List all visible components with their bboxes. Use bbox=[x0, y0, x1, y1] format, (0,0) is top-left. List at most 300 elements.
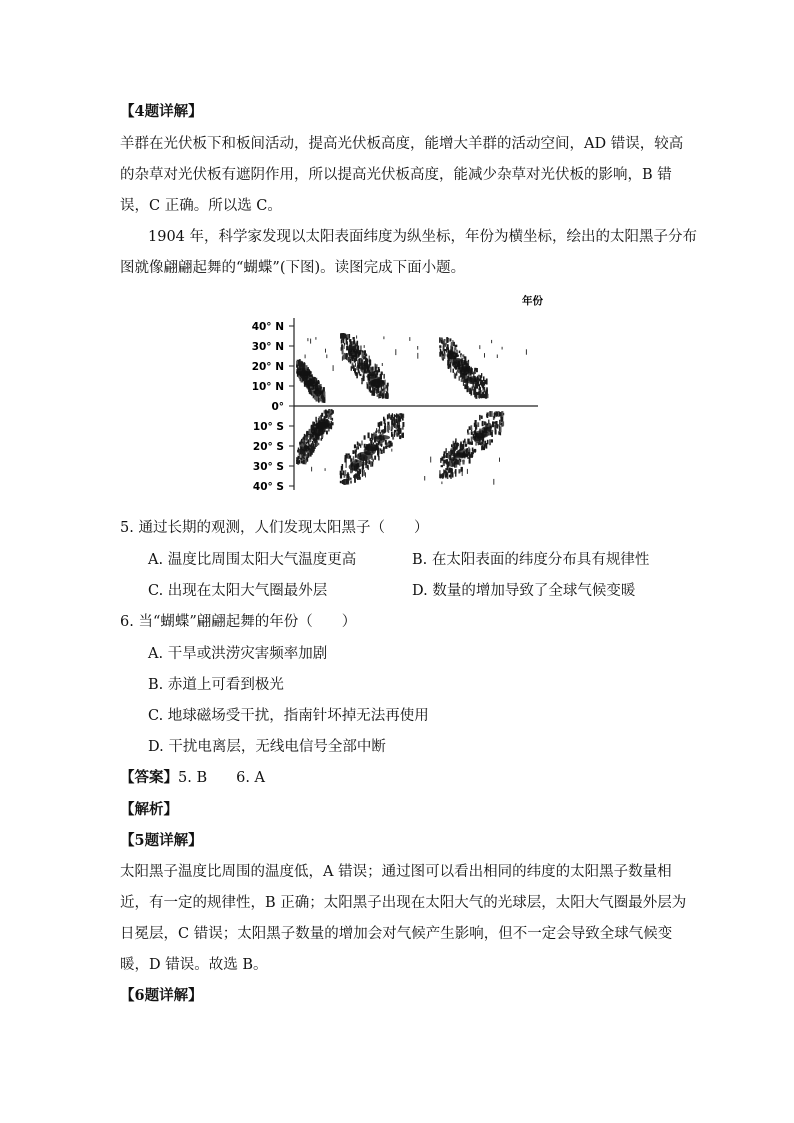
sunspot-mark bbox=[465, 442, 466, 445]
sunspot-mark bbox=[305, 355, 306, 359]
sunspot-mark bbox=[305, 460, 307, 463]
sunspot-mark bbox=[467, 469, 468, 474]
sunspot-mark bbox=[446, 347, 447, 353]
q6-option-a: A. 干旱或洪涝灾害频率加剧 bbox=[148, 646, 328, 662]
sunspot-blob bbox=[364, 451, 371, 455]
sunspot-mark bbox=[341, 340, 342, 344]
sunspot-mark bbox=[484, 380, 486, 384]
sunspot-mark bbox=[326, 431, 328, 435]
sunspot-mark bbox=[379, 422, 380, 426]
sunspot-mark bbox=[491, 411, 493, 417]
sunspot-mark bbox=[302, 439, 304, 441]
sunspot-mark bbox=[356, 335, 357, 338]
sunspot-mark bbox=[453, 369, 455, 373]
sunspot-mark bbox=[308, 443, 309, 446]
sunspot-mark bbox=[319, 416, 321, 420]
sunspot-mark bbox=[350, 458, 352, 462]
sunspot-mark bbox=[353, 340, 355, 344]
sunspot-mark bbox=[342, 471, 344, 476]
sunspot-mark bbox=[499, 412, 501, 416]
sunspot-mark bbox=[439, 470, 440, 474]
sunspot-mark bbox=[381, 450, 383, 454]
sunspot-mark bbox=[462, 472, 463, 476]
sunspot-mark bbox=[324, 410, 325, 413]
sunspot-mark bbox=[526, 349, 527, 354]
sunspot-mark bbox=[350, 481, 351, 484]
sunspot-mark bbox=[369, 356, 370, 360]
sunspot-cluster bbox=[296, 359, 325, 403]
y-tick-label: 30° N bbox=[251, 341, 284, 353]
sunspot-mark bbox=[307, 453, 309, 458]
sunspot-mark bbox=[495, 429, 497, 433]
sunspot-mark bbox=[417, 353, 418, 359]
sunspot-mark bbox=[330, 415, 331, 420]
sunspot-mark bbox=[496, 424, 498, 428]
sunspot-mark bbox=[328, 413, 330, 419]
sunspot-blob bbox=[367, 444, 380, 451]
sunspot-mark bbox=[402, 427, 404, 430]
sunspot-mark bbox=[482, 422, 483, 425]
sunspot-mark bbox=[448, 468, 449, 471]
sunspot-mark bbox=[479, 384, 480, 390]
sunspot-mark bbox=[459, 460, 460, 465]
sunspot-mark bbox=[465, 444, 467, 447]
sunspot-mark bbox=[302, 455, 303, 458]
sunspot-mark bbox=[382, 393, 383, 399]
sunspot-mark bbox=[402, 422, 404, 427]
q5-option-b: B. 在太阳表面的纬度分布具有规律性 bbox=[412, 552, 650, 568]
sunspot-mark bbox=[333, 365, 334, 371]
sunspot-mark bbox=[491, 430, 493, 432]
sunspot-mark bbox=[365, 472, 366, 477]
sunspot-mark bbox=[454, 373, 455, 379]
sunspot-mark bbox=[469, 389, 471, 395]
sunspot-mark bbox=[387, 383, 389, 387]
sunspot-mark bbox=[483, 386, 485, 390]
sunspot-mark bbox=[382, 389, 384, 391]
sunspot-mark bbox=[354, 474, 356, 478]
sunspot-blob bbox=[461, 366, 469, 375]
sunspot-mark bbox=[399, 435, 401, 439]
sunspot-mark bbox=[321, 413, 323, 417]
sunspot-mark bbox=[303, 460, 305, 464]
sunspot-mark bbox=[353, 337, 355, 340]
sunspot-mark bbox=[363, 374, 364, 377]
sunspot-mark bbox=[342, 350, 344, 355]
sunspot-mark bbox=[491, 439, 493, 442]
sunspot-mark bbox=[392, 434, 394, 437]
sunspot-mark bbox=[346, 339, 348, 344]
sunspot-mark bbox=[473, 389, 475, 395]
sunspot-mark bbox=[360, 374, 362, 376]
sunspot-mark bbox=[443, 354, 444, 356]
q4-detail-line: 羊群在光伏板下和板间活动，提高光伏板高度，能增大羊群的活动空间，AD 错误，较高 bbox=[120, 136, 684, 152]
sunspot-mark bbox=[486, 414, 488, 417]
sunspot-mark bbox=[467, 386, 469, 392]
butterfly-diagram bbox=[244, 294, 554, 499]
q5-option-d: D. 数量的增加导致了全球气候变暖 bbox=[412, 583, 636, 599]
sunspot-mark bbox=[440, 349, 441, 352]
sunspot-mark bbox=[367, 465, 369, 469]
sunspot-mark bbox=[332, 422, 334, 425]
sunspot-mark bbox=[322, 395, 324, 399]
sunspot-mark bbox=[477, 392, 478, 395]
sunspot-mark bbox=[306, 457, 308, 459]
sunspot-mark bbox=[380, 421, 382, 426]
sunspot-mark bbox=[469, 455, 471, 460]
sunspot-blob bbox=[366, 374, 377, 379]
sunspot-mark bbox=[357, 346, 359, 352]
sunspot-mark bbox=[463, 460, 464, 463]
sunspot-mark bbox=[379, 429, 380, 431]
sunspot-blob bbox=[308, 382, 317, 387]
sunspot-mark bbox=[469, 460, 471, 464]
q5-detail-title: 【5题详解】 bbox=[120, 832, 203, 849]
sunspot-mark bbox=[468, 447, 469, 452]
sunspot-mark bbox=[342, 356, 343, 361]
sunspot-mark bbox=[360, 346, 361, 352]
sunspot-mark bbox=[370, 438, 372, 441]
sunspot-mark bbox=[460, 361, 461, 364]
sunspot-mark bbox=[448, 454, 450, 459]
sunspot-mark bbox=[346, 463, 347, 468]
sunspot-mark bbox=[443, 339, 445, 343]
sunspot-mark bbox=[362, 355, 364, 359]
sunspot-mark bbox=[453, 342, 455, 346]
sunspot-mark bbox=[476, 385, 478, 388]
y-tick-label: 10° N bbox=[251, 381, 284, 393]
sunspot-mark bbox=[396, 419, 398, 423]
sunspot-mark bbox=[307, 338, 308, 341]
sunspot-mark bbox=[374, 388, 376, 393]
sunspot-blob bbox=[312, 390, 323, 394]
sunspot-mark bbox=[362, 472, 363, 477]
sunspot-mark bbox=[389, 413, 390, 418]
sunspot-mark bbox=[396, 432, 398, 435]
sunspot-mark bbox=[355, 344, 356, 347]
sunspot-mark bbox=[303, 365, 305, 368]
sunspot-mark bbox=[477, 422, 479, 427]
sunspot-blob bbox=[468, 378, 478, 382]
sunspot-mark bbox=[495, 421, 497, 425]
sunspot-mark bbox=[383, 447, 385, 453]
sunspot-mark bbox=[492, 421, 494, 427]
sunspot-blob bbox=[452, 358, 463, 367]
sunspot-mark bbox=[325, 349, 326, 353]
sunspot-mark bbox=[340, 481, 342, 483]
sunspot-mark bbox=[383, 431, 385, 434]
sunspot-blob bbox=[447, 351, 458, 359]
sunspot-mark bbox=[384, 419, 386, 424]
sunspot-mark bbox=[441, 482, 442, 485]
sunspot-mark bbox=[390, 441, 392, 446]
sunspot-mark bbox=[344, 458, 346, 463]
sunspot-mark bbox=[467, 433, 469, 435]
sunspot-mark bbox=[384, 374, 385, 379]
sunspot-mark bbox=[381, 430, 383, 432]
sunspot-mark bbox=[315, 337, 316, 340]
sunspot-blob bbox=[315, 422, 330, 428]
sunspot-mark bbox=[453, 441, 454, 447]
sunspot-blob bbox=[296, 368, 311, 376]
sunspot-mark bbox=[352, 450, 354, 454]
sunspot-cluster bbox=[439, 337, 488, 399]
sunspot-mark bbox=[500, 426, 502, 432]
sunspot-mark bbox=[380, 432, 381, 434]
sunspot-mark bbox=[471, 437, 473, 443]
sunspot-mark bbox=[481, 380, 483, 384]
sunspot-mark bbox=[494, 424, 496, 429]
sunspot-mark bbox=[456, 443, 458, 448]
sunspot-mark bbox=[472, 448, 474, 452]
sunspot-mark bbox=[456, 372, 457, 376]
sunspot-mark bbox=[467, 429, 469, 433]
sunspot-mark bbox=[353, 456, 354, 461]
sunspot-mark bbox=[460, 353, 462, 355]
sunspot-mark bbox=[315, 417, 316, 422]
answer-value: 5. B 6. A bbox=[178, 770, 266, 786]
sunspot-mark bbox=[497, 355, 498, 359]
sunspot-mark bbox=[312, 422, 314, 427]
sunspot-mark bbox=[474, 368, 476, 371]
sunspot-mark bbox=[370, 360, 371, 366]
sunspot-mark bbox=[455, 359, 456, 361]
sunspot-mark bbox=[341, 466, 343, 471]
y-tick-label: 40° S bbox=[252, 481, 284, 493]
sunspot-mark bbox=[398, 416, 400, 422]
answer-line bbox=[120, 768, 265, 788]
sunspot-mark bbox=[378, 452, 380, 457]
sunspot-mark bbox=[340, 471, 342, 475]
q5-option-a: A. 温度比周围太阳大气温度更高 bbox=[148, 552, 357, 568]
sunspot-mark bbox=[463, 441, 465, 444]
sunspot-mark bbox=[467, 457, 468, 459]
sunspot-mark bbox=[476, 443, 477, 446]
sunspot-mark bbox=[360, 445, 361, 448]
sunspot-mark bbox=[318, 443, 320, 445]
sunspot-mark bbox=[296, 361, 298, 365]
sunspot-blob bbox=[360, 364, 371, 373]
sunspot-mark bbox=[479, 415, 481, 421]
sunspot-blob bbox=[475, 433, 486, 439]
sunspot-mark bbox=[391, 425, 393, 430]
sunspot-mark bbox=[471, 431, 473, 435]
sunspot-mark bbox=[365, 353, 366, 355]
sunspot-mark bbox=[484, 394, 486, 398]
x-axis-label: 年份 bbox=[522, 295, 543, 307]
sunspot-mark bbox=[363, 351, 365, 355]
sunspot-mark bbox=[483, 442, 484, 444]
q4-detail-line: 的杂草对光伏板有遮阴作用，所以提高光伏板高度，能减少杂草对光伏板的影响，B 错 bbox=[120, 167, 672, 183]
sunspot-mark bbox=[450, 367, 451, 372]
y-tick-label: 40° N bbox=[251, 321, 284, 333]
sunspot-mark bbox=[356, 449, 357, 452]
sunspot-mark bbox=[482, 395, 484, 398]
sunspot-mark bbox=[342, 346, 343, 350]
butterfly-chart-svg bbox=[244, 294, 554, 499]
sunspot-mark bbox=[309, 453, 311, 457]
sunspot-cluster bbox=[296, 409, 334, 465]
sunspot-mark bbox=[354, 478, 356, 483]
sunspot-mark bbox=[344, 345, 345, 349]
q5-stem: 5. 通过长期的观测，人们发现太阳黑子（ ） bbox=[120, 520, 429, 536]
sunspot-mark bbox=[381, 444, 382, 447]
sunspot-mark bbox=[396, 413, 397, 418]
sunspot-mark bbox=[401, 414, 403, 418]
sunspot-mark bbox=[446, 448, 447, 453]
sunspot-mark bbox=[464, 356, 466, 359]
sunspot-mark bbox=[442, 473, 443, 479]
sunspot-mark bbox=[391, 419, 393, 424]
sunspot-mark bbox=[344, 353, 345, 358]
sunspot-mark bbox=[373, 459, 374, 461]
sunspot-mark bbox=[496, 413, 498, 416]
sunspot-mark bbox=[364, 435, 366, 439]
q6-detail-title: 【6题详解】 bbox=[120, 987, 203, 1004]
sunspot-mark bbox=[345, 470, 346, 476]
sunspot-mark bbox=[345, 480, 347, 485]
intro-line: 图就像翩翩起舞的“蝴蝶”(下图)。读图完成下面小题。 bbox=[120, 260, 466, 276]
sunspot-mark bbox=[443, 344, 444, 349]
sunspot-mark bbox=[467, 439, 469, 445]
sunspot-mark bbox=[362, 350, 364, 352]
sunspot-cluster bbox=[439, 411, 504, 479]
sunspot-mark bbox=[387, 414, 389, 419]
sunspot-mark bbox=[499, 426, 500, 431]
sunspot-mark bbox=[397, 429, 398, 431]
sunspot-mark bbox=[372, 437, 374, 440]
sunspot-mark bbox=[469, 426, 471, 430]
q6-option-b: B. 赤道上可看到极光 bbox=[148, 677, 284, 693]
sunspot-blob bbox=[349, 350, 361, 359]
sunspot-mark bbox=[372, 462, 373, 467]
q6-option-d: D. 干扰电离层，无线电信号全部中断 bbox=[148, 739, 386, 755]
sunspot-mark bbox=[459, 351, 461, 354]
sunspot-mark bbox=[461, 379, 463, 382]
sunspot-blob bbox=[359, 454, 368, 461]
sunspot-mark bbox=[395, 349, 396, 355]
intro-line: 1904 年，科学家发现以太阳表面纬度为纵坐标，年份为横坐标，绘出的太阳黑子分布 bbox=[148, 229, 698, 245]
sunspot-mark bbox=[342, 480, 344, 484]
sunspot-cluster bbox=[340, 413, 405, 485]
q6-stem: 6. 当“蝴蝶”翩翩起舞的年份（ ） bbox=[120, 614, 357, 630]
sunspot-mark bbox=[328, 411, 330, 414]
sunspot-blob bbox=[453, 452, 468, 458]
q4-detail-line: 误，C 正确。所以选 C。 bbox=[120, 198, 282, 214]
sunspot-mark bbox=[321, 438, 323, 441]
q4-detail-title: 【4题详解】 bbox=[120, 103, 203, 120]
sunspot-mark bbox=[308, 390, 310, 392]
sunspot-mark bbox=[362, 468, 364, 472]
sunspot-mark bbox=[484, 353, 485, 358]
sunspot-mark bbox=[378, 388, 379, 392]
sunspot-mark bbox=[299, 442, 301, 445]
sunspot-blob bbox=[357, 358, 363, 366]
sunspot-mark bbox=[378, 367, 380, 373]
sunspot-mark bbox=[297, 450, 299, 453]
sunspot-mark bbox=[461, 467, 463, 472]
sunspot-mark bbox=[487, 440, 489, 445]
sunspot-mark bbox=[401, 433, 403, 437]
sunspot-mark bbox=[446, 472, 448, 475]
sunspot-mark bbox=[374, 456, 376, 460]
sunspot-mark bbox=[483, 376, 485, 381]
sunspot-mark bbox=[444, 349, 445, 351]
sunspot-mark bbox=[385, 385, 386, 389]
sunspot-mark bbox=[489, 412, 491, 416]
sunspot-mark bbox=[328, 426, 329, 431]
sunspot-mark bbox=[359, 469, 361, 474]
sunspot-mark bbox=[367, 382, 368, 385]
sunspot-mark bbox=[307, 437, 308, 442]
analysis-label: 【解析】 bbox=[120, 801, 178, 818]
sunspot-mark bbox=[486, 387, 488, 391]
sunspot-mark bbox=[472, 452, 473, 457]
sunspot-mark bbox=[300, 450, 301, 453]
sunspot-mark bbox=[372, 387, 374, 392]
sunspot-mark bbox=[430, 457, 431, 463]
sunspot-mark bbox=[355, 453, 357, 458]
sunspot-mark bbox=[489, 439, 491, 445]
sunspot-mark bbox=[379, 391, 381, 396]
sunspot-mark bbox=[386, 393, 388, 399]
q5-detail-line: 太阳黑子温度比周围的温度低，A 错误；通过图可以看出相同的纬度的太阳黑子数量相 bbox=[120, 864, 672, 880]
sunspot-mark bbox=[377, 430, 378, 432]
sunspot-mark bbox=[481, 416, 483, 419]
sunspot-mark bbox=[301, 366, 302, 369]
sunspot-mark bbox=[305, 365, 307, 369]
q5-detail-line: 暖，D 错误。故选 B。 bbox=[120, 957, 268, 973]
sunspot-mark bbox=[395, 415, 396, 417]
y-tick-label: 20° N bbox=[251, 361, 284, 373]
sunspot-mark bbox=[332, 410, 334, 414]
y-tick-label: 10° S bbox=[252, 421, 284, 433]
sunspot-mark bbox=[309, 429, 311, 434]
sunspot-mark bbox=[465, 375, 467, 378]
sunspot-mark bbox=[491, 431, 493, 437]
sunspot-mark bbox=[439, 337, 441, 343]
sunspot-mark bbox=[348, 455, 349, 458]
sunspot-mark bbox=[381, 387, 382, 390]
sunspot-mark bbox=[394, 418, 396, 422]
sunspot-mark bbox=[357, 474, 359, 478]
sunspot-mark bbox=[482, 445, 484, 450]
sunspot-mark bbox=[459, 470, 460, 473]
sunspot-mark bbox=[348, 357, 350, 363]
sunspot-mark bbox=[493, 479, 494, 485]
sunspot-mark bbox=[455, 469, 456, 472]
sunspot-mark bbox=[384, 390, 386, 392]
sunspot-mark bbox=[448, 366, 449, 369]
sunspot-mark bbox=[355, 363, 356, 367]
sunspot-mark bbox=[347, 357, 348, 361]
sunspot-mark bbox=[461, 444, 463, 447]
sunspot-mark bbox=[383, 336, 384, 339]
sunspot-mark bbox=[347, 334, 349, 338]
sunspot-mark bbox=[382, 363, 383, 366]
sunspot-cluster bbox=[340, 333, 389, 399]
sunspot-mark bbox=[392, 437, 394, 440]
sunspot-mark bbox=[364, 345, 365, 348]
sunspot-mark bbox=[479, 345, 480, 349]
sunspot-mark bbox=[440, 458, 441, 463]
sunspot-mark bbox=[441, 465, 443, 467]
sunspot-mark bbox=[446, 342, 447, 345]
sunspot-mark bbox=[387, 426, 388, 432]
sunspot-mark bbox=[354, 444, 356, 448]
sunspot-mark bbox=[475, 420, 477, 425]
sunspot-blob bbox=[449, 459, 456, 468]
